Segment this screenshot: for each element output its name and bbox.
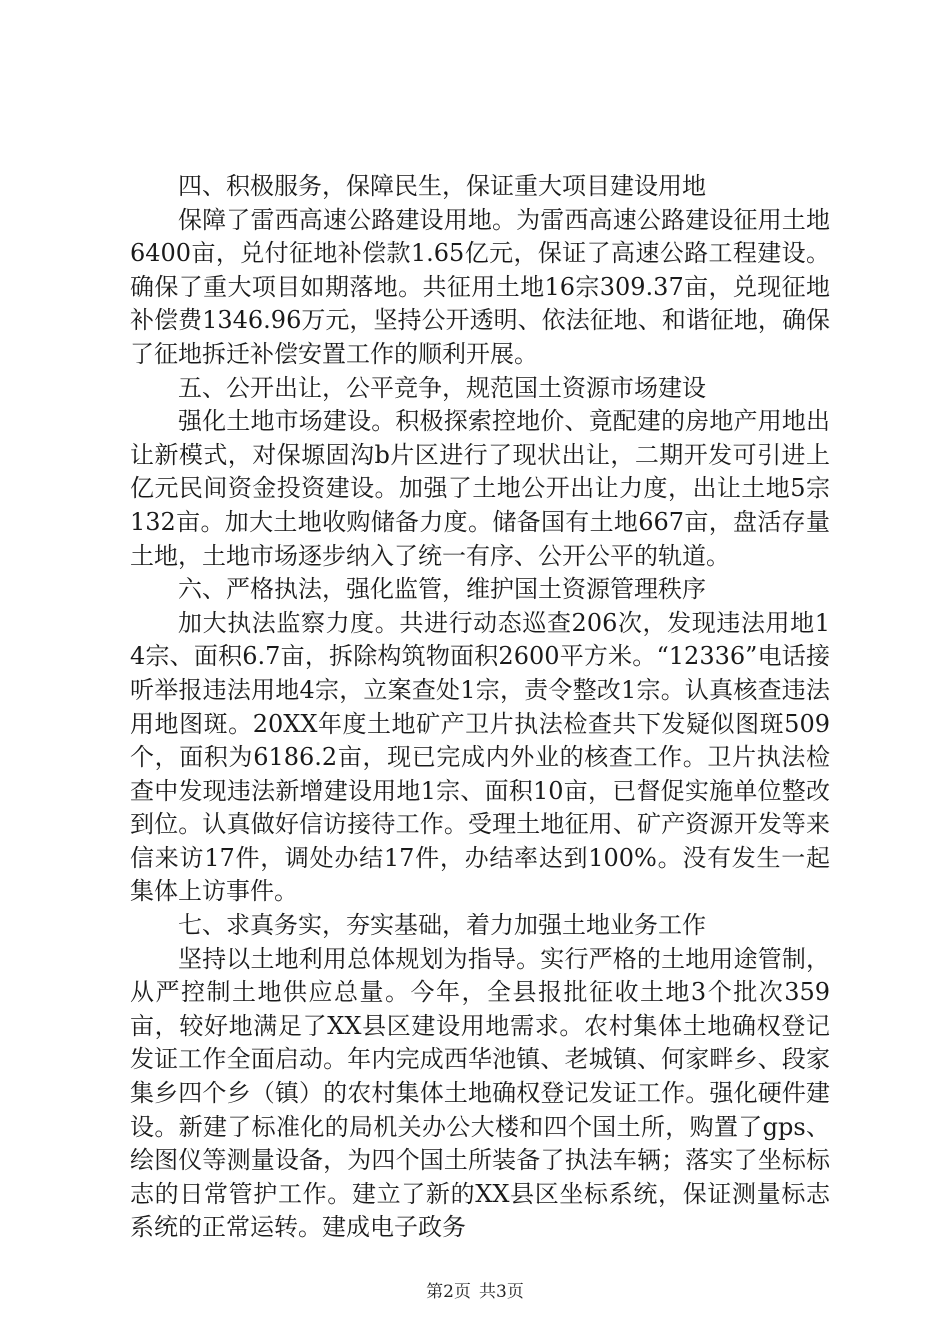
section-heading-5: 五、公开出让，公平竞争，规范国土资源市场建设 <box>178 373 706 402</box>
page-footer <box>0 1282 950 1302</box>
page-total: 共3页 <box>479 1282 524 1302</box>
section-heading-4: 四、积极服务，保障民生，保证重大项目建设用地 <box>178 172 706 200</box>
paragraph: 加大执法监察力度。共进行动态巡查206次，发现违法用地14宗、面积6.7亩，拆除构筑物面积2600平方米。“12336”电话接听举报违法用地4宗，立案查处1宗，责令整改1宗。认真核查违法用地图斑。20XX年度土地矿产卫片执法检查共下发疑似图斑509个，面积为6186.2亩，现已完成内外业的核查工作。卫片执法检查中发现违法新增建设用地1宗、面积10亩，已督促实施单位整改到位。认真做好信访接待工作。受理土地征用、矿产资源开发等来信来访17件，调处办结17件，办结率达到100%。没有发生一起集体上访事件。 <box>130 608 830 906</box>
paragraph: 保障了雷西高速公路建设用地。为雷西高速公路建设征用土地6400亩，兑付征地补偿款1.65亿元，保证了高速公路工程建设。确保了重大项目如期落地。共征用土地16宗309.37亩，兑现征地补偿费1346.96万元，坚持公开透明、依法征地、和谐征地，确保了征地拆迁补偿安置工作的顺利开展。 <box>130 205 830 368</box>
section-heading-6: 六、严格执法，强化监管，维护国土资源管理秩序 <box>178 575 706 604</box>
document-body <box>130 170 830 1245</box>
section-heading-7: 七、求真务实，夯实基础，着力加强土地业务工作 <box>178 911 706 940</box>
page-number: 第2页 <box>426 1282 471 1302</box>
paragraph: 坚持以土地利用总体规划为指导。实行严格的土地用途管制，从严控制土地供应总量。今年，全县报批征收土地3个批次359亩，较好地满足了XX县区建设用地需求。农村集体土地确权登记发证工作全面启动。年内完成西华池镇、老城镇、何家畔乡、段家集乡四个乡（镇）的农村集体土地确权登记发证工作。强化硬件建设。新建了标准化的局机关办公大楼和四个国土所，购置了gps、绘图仪等测量设备，为四个国土所装备了执法车辆；落实了坐标标志的日常管护工作。建立了新的XX县区坐标系统，保证测量标志系统的正常运转。建成电子政务 <box>130 944 830 1242</box>
paragraph: 强化土地市场建设。积极探索控地价、竟配建的房地产用地出让新模式，对保塬固沟b片区进行了现状出让，二期开发可引进上亿元民间资金投资建设。加强了土地公开出让力度，出让土地5宗132亩。加大土地收购储备力度。储备国有土地667亩，盘活存量土地，土地市场逐步纳入了统一有序、公开公平的轨道。 <box>130 407 830 570</box>
